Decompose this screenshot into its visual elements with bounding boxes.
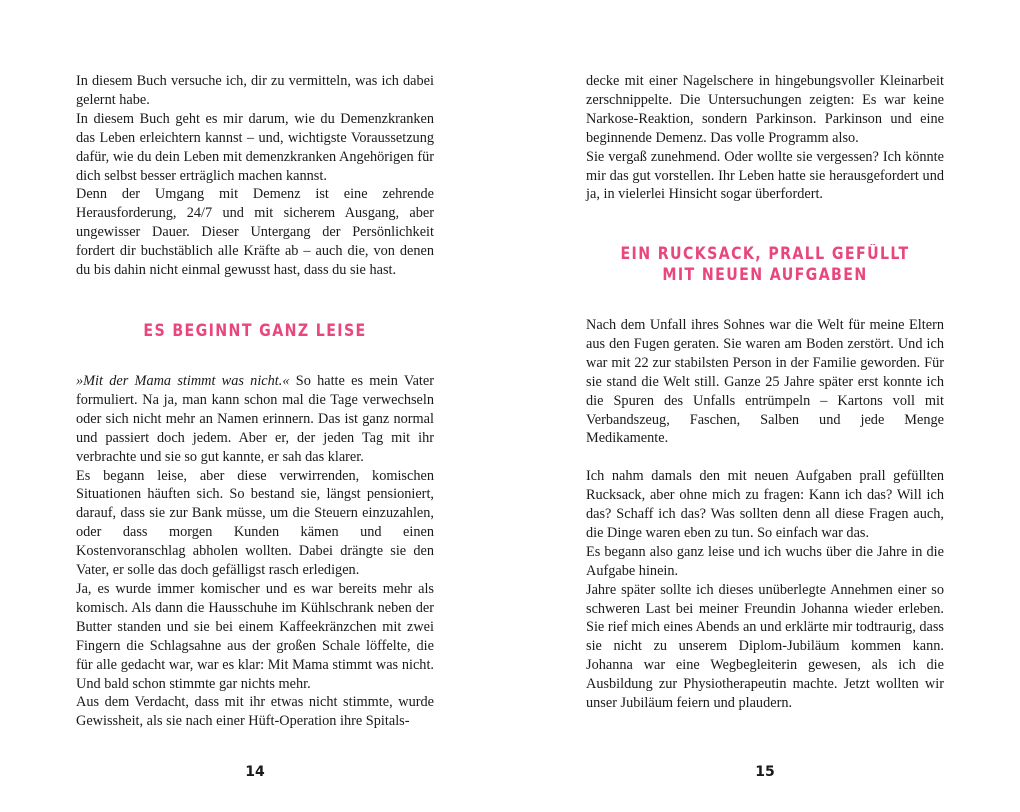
- left-intro-paragraph-2: In diesem Buch geht es mir darum, wie du Demenzkranken das Leben erleichtern kannst – und, wichtigste Voraussetzung dafür, wie du dein Leben mit demenzkranken Angehörigen für dich selbst besser erträglich machen kannst.: [76, 110, 434, 184]
- left-body-paragraph-3: Aus dem Verdacht, dass mit ihr etwas nicht stimmte, wurde Gewissheit, als sie nach einer Hüft-Operation ihre Spitals-: [76, 694, 434, 730]
- right-intro-text: [586, 72, 944, 204]
- section-heading-line-1: EIN RUCKSACK, PRALL GEFÜLLT: [620, 244, 910, 263]
- left-intro-paragraph-3: Denn der Umgang mit Demenz ist eine zehrende Herausforderung, 24/7 und mit sicherem Ausgang, aber ungewisser Dauer. Dieser Untergang der Persönlichkeit fordert dir buchstäblich alle Kräfte ab – auch die, von denen du bis dahin nicht einmal gewusst hast, dass du sie hast.: [76, 186, 434, 279]
- left-body-text: [76, 372, 434, 731]
- left-body-paragraph-1: Es begann leise, aber diese verwirrenden, komischen Situationen häuften sich. So bestand sie, längst pensioniert, darauf, dass sie zur Bank müsse, um die Steuern einzuzahlen, oder dass morgen Kunden kämen und einen Kostenvoranschlag abholen wollten. Dabei drängte sie den Vater, er solle das doch gefälligst rasch erledigen.: [76, 467, 434, 579]
- left-page: [76, 0, 434, 812]
- quote-rest: So hatte es mein Vater formuliert. Na ja, man kann schon mal die Tage verwechseln oder sich nicht mehr an Namen erinnern. Das ist ganz normal und passiert doch jedem. Aber er, der jeden Tag mit ihr verbrachte und sie so gut kannte, er sah das klarer.: [76, 373, 434, 465]
- right-page: [586, 0, 944, 812]
- left-intro-text: [76, 72, 434, 280]
- section-heading-line-2: MIT NEUEN AUFGABEN: [662, 265, 868, 284]
- section-heading-rucksack: [586, 243, 944, 285]
- right-body-paragraph-3: Es begann also ganz leise und ich wuchs über die Jahre in die Aufgabe hinein.: [586, 543, 944, 579]
- left-quote-paragraph: [76, 372, 434, 467]
- right-intro-paragraph-2: Sie vergaß zunehmend. Oder wollte sie vergessen? Ich könnte mir das gut vorstellen. Ihr Leben hatte sie herausgefordert und ja, in vielerlei Hinsicht sogar überfordert.: [586, 148, 944, 203]
- left-intro-paragraph-1: In diesem Buch versuche ich, dir zu vermitteln, was ich dabei gelernt habe.: [76, 73, 434, 108]
- paragraph-spacer: [586, 448, 944, 467]
- right-body-paragraph-4: Jahre später sollte ich dieses unüberlegte Annehmen einer so schweren Last bei meiner Freundin Johanna wieder erleben. Sie rief mich eines Abends an und erklärte mir todtraurig, dass sie nicht zu unserem Diplom-Jubiläum kommen kann. Johanna war eine Wegbegleiterin gewesen, als ich die Ausbildung zur Physiotherapeutin machte. Jetzt wollten wir unser Jubiläum feiern und plaudern.: [586, 581, 944, 712]
- page-number-right: 15: [755, 764, 775, 780]
- page-number-left: 14: [245, 764, 265, 780]
- left-body-paragraph-2: Ja, es wurde immer komischer und es war bereits mehr als komisch. Als dann die Hausschuhe im Kühlschrank neben der Butter standen und sie bei einem Kaffeekränzchen mit zwei Fingern die Schlagsahne aus der großen Schale löffelte, die für alle gedacht war, war es klar: Mit Mama stimmt was nicht. Und bald schon stimmte gar nichts mehr.: [76, 580, 434, 692]
- right-body-paragraph-1: Nach dem Unfall ihres Sohnes war die Welt für meine Eltern aus den Fugen geraten. Sie waren am Boden zerstört. Und ich war mit 22 zur stabilsten Person in der Familie geworden. Für sie stand die Welt still. Ganze 25 Jahre später erst konnte ich die Spuren des Unfalls entrümpeln – Kartons voll mit Verbandszeug, Faschen, Salben und jede Menge Medikamente.: [586, 317, 944, 447]
- section-heading-es-beginnt: [76, 320, 434, 341]
- right-body-paragraph-2: Ich nahm damals den mit neuen Aufgaben prall gefüllten Rucksack, aber ohne mich zu fragen: Kann ich das? Will ich das? Schaff ich das? Was sollten denn all diese Fragen auch, die Dinge waren eben zu tun. So einfach war das.: [586, 468, 944, 541]
- section-heading-text: ES BEGINNT GANZ LEISE: [143, 321, 367, 340]
- right-intro-paragraph-1: decke mit einer Nagelschere in hingebungsvoller Kleinarbeit zerschnippelte. Die Untersuchungen zeigten: Es war keine Narkose-Reaktion, sondern Parkinson. Parkinson und eine beginnende Demenz. Das volle Programm also.: [586, 73, 944, 146]
- quote-italic: »Mit der Mama stimmt was nicht.«: [76, 373, 290, 389]
- right-body-text: [586, 316, 944, 713]
